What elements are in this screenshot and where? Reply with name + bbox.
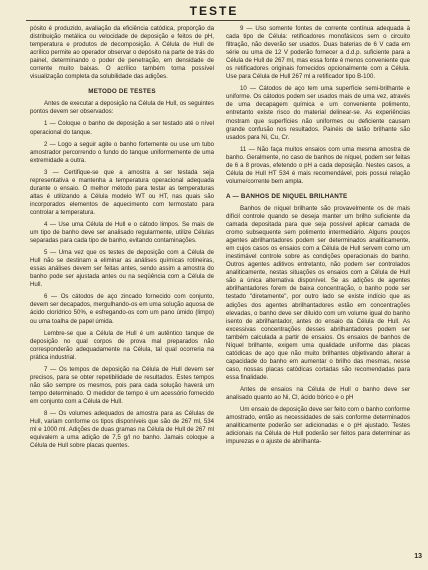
header-title: TESTE (189, 4, 239, 18)
right-column (226, 25, 410, 446)
list-item: 11 — Não faça muitos ensaios com uma mesma amostra de banho. Geralmente, no caso de banhos de níquel, podem ser feitas de 6 a 8 provas, efetendo o pH a cada deposição. Nestes casos, a Célula de Hull HT 534 é mais recomendável, pois possui relação volume/corrente bem ampla. (226, 145, 410, 185)
list-item: 4 — Use uma Célula de Hull e o cátodo limpos. Se mais de um tipo de banho deve ser analisado regularmente, utilize Células separadas para cada tipo de banho, evitando contaminações. (30, 220, 214, 245)
paragraph: Um ensaio de deposição deve ser feito com o banho conforme amostrado, então as necessidades de sais conforme determinados analiticamente poderão ser adicionadas e o pH ajustado. Testes adicionais na Célula de Hull poderão ser feitos para determinar as impurezas e o ajuste de abrilhanta- (226, 406, 410, 446)
list-item: 8 — Os volumes adequados de amostra para as Células de Hull, variam conforme os tipos disponíveis que são de 267 ml, 534 ml e 1000 ml. Adições de duas gramas na Célula de Hull de 267 ml equivalem a uma adição de 7,5 g/l no banho. Jamais coloque a Célula de Hull sobre placas quentes. (30, 409, 214, 450)
list-item: 1 — Coloque o banho de deposição a ser testado até o nível operacional do tanque. (30, 120, 214, 136)
section-title-metodo: METODO DE TESTES (88, 88, 156, 96)
intro-paragraph: pósito é produzido, avaliação da eficiência catódica, proporção da distribuição metálica ou velocidade de deposição e feitos de pH, temperatura e produtos de decomposição. A Célula de Hull de acrílico permite ao operador observar o depósito na parte de trás do painel, determinando o poder de penetração, em densidade de corrente muito baixas. O acrílico também torna possível visualização completa da solubilidade das adições. (30, 25, 214, 81)
list-item: 2 — Logo a seguir agite o banho fortemente ou use um tubo amostrador percorrendo o fundo do tanque uniformemente de uma extremidade a outra. (30, 140, 214, 164)
list-item: Lembre-se que a Célula de Hull é um autêntico tanque de deposição no qual corpos de prova mal preparados não corresponderão adequadamente na Célula, tal qual ocorreria na prática industrial. (30, 329, 214, 361)
paragraph: Antes de ensaios na Célula de Hull o banho deve ser analisado quanto ao Ni, Cl, ácido bórico e o pH (226, 385, 410, 402)
list-item: 5 — Uma vez que os testes de deposição com a Célula de Hull não se destinam a eliminar as análises químicas rotineiras, essas análises devem ser feitas antes, sendo assim a amostra do banho pode ser ajustada antes ou na seqüência com a Célula de Hull. (30, 249, 214, 289)
paragraph: Banhos de níquel brilhante são provavelmente os de mais difícil controle quando se deseja manter um brilho suficiente da camada depositada para que seja possível aplicar camada de cromo subsequente sem polimento intermediário. Alguns pouços agentes abrilhantadores podem ser determinados analiticamente, em cujos casos os ensaios com a Célula de Hull servem como um inestimável controle sobre as condições operacionais do banho. Outros agentes aditivos entretanto, não podem ser controlados analiticamente, nestas situações os ensaios com a Célula de Hull são a única alternativa disponível. Se as adições de agentes abrilhantadores forem de baixa concentração, o banho pode ser testado "diretamente", por outro lado se existe indício que as adições dos agentes abrilhantadores estão em concentrações elevadas, o banho deve ser diluído com um volume igual do banho isento de abrilhantador, antes do ensaio da Célula de Hull. As excessivas concentrações desses abrilhantadores podem ser também calculada a partir de ensaios. Os ensaios de banhos de Níquel brilhante, exigem uma qualidade uniforme das placas catódicas de aço que não muito brilhantes objetivando alterar a capacidade do banho em aumentar o brilho das mesmas, nesse caso, nossas placas catódicas cortadas são recomendadas para essa finalidade. (226, 204, 410, 381)
list-item: 7 — Os tempos de deposição na Célula de Hull devem ser precisos, para se obter repetibilidade de resultados. Estes tempos não são sempre os mesmos, pois para cada solução haverá um tempo determinado. O medidor de tempo é um acessório fornecido em conjunto com a Célula de Hull. (30, 365, 214, 405)
left-column (30, 25, 214, 450)
page-number: 13 (414, 553, 422, 560)
header-divider (26, 20, 410, 21)
section-title-niquel: A — BANHOS DE NIQUEL BRILHANTE (226, 192, 348, 200)
list-item: 3 — Certifique-se que a amostra a ser testada seja representativa e mantenha a temperatura operacional adequada durante o ensaio. O melhor método para testar as temperaturas altas é utilizando a Célula modelo WT ou HT, nas quais são incorporados elementos de aquecimento com termostato para controlar a temperatura. (30, 168, 214, 216)
list-item: 6 — Os cátodos de aço zincado fornecido com conjunto, devem ser decapados, mergulhando-os em uma solução aquosa de ácido clorídrico 50%, e esfregando-os com um pano úmido (limpo) ou uma toalha de papel úmida. (30, 293, 214, 325)
list-item: 9 — Uso somente fontes de corrente contínua adequada à cada tipo de Célula: retificadores monofásicos sem o circuito filtração, não deverão ser usados. Duas baterias de 6 V cada em série ou uma de 12 V poderão fornecer a d.d.p. suficiente para a Célula de Hull de 267 ml, mas essa fonte é menos conveniente que os retificadores originais fornecidos opcionalmente com a Célula. Use para Célula de Hull 267 ml a retificador tipo B-100. (226, 25, 410, 81)
list-item: 10 — Cátodos de aço tem uma superfície semi-brilhante e uniforme. Os cátodos podem ser usados mais de uma vez, através de uma decapagem química e um conveniente polimento, entretanto existe risco do material delinear-se. As experiências mostram que superfícies não uniformes ou deficiente causam grande confusão nos resultados. Painéis de latão brilhante são usados para Ni, Cu, Cr. (226, 85, 410, 141)
section-intro: Antes de executar a deposição na Célula de Hull, os seguintes pontos devem ser observados: (30, 100, 214, 116)
page-header (0, 0, 428, 22)
